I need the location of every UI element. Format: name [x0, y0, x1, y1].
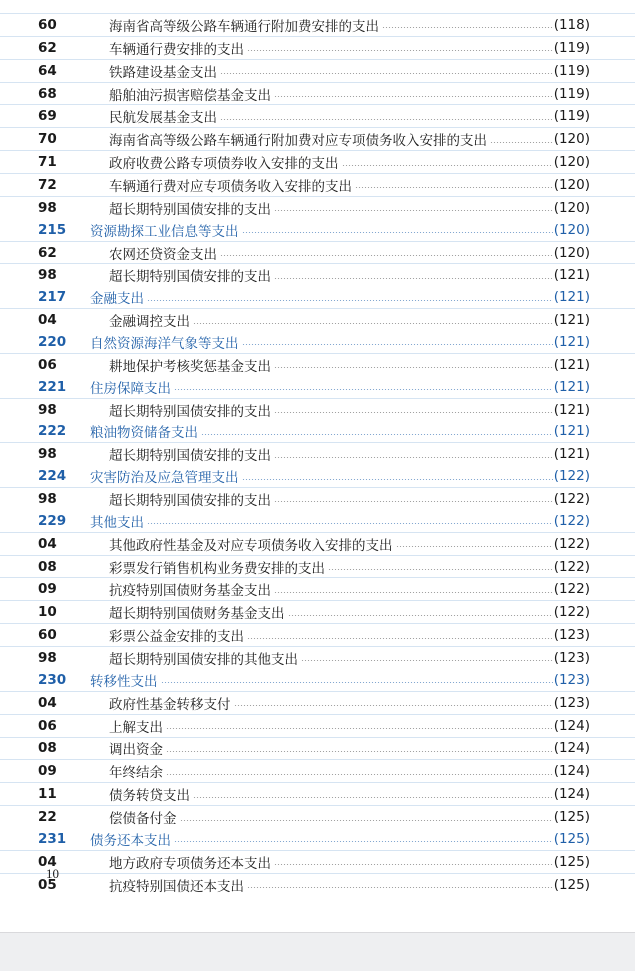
toc-category-row[interactable]: [0, 669, 635, 691]
table-of-contents: [0, 13, 635, 896]
toc-page-ref: (125): [553, 809, 590, 825]
toc-entry-row[interactable]: [0, 104, 635, 127]
toc-title: 债务转贷支出: [109, 788, 190, 805]
dot-leader: [180, 820, 553, 821]
toc-title: 粮油物资储备支出: [90, 425, 198, 442]
toc-title: 超长期特别国债安排的其他支出: [109, 651, 298, 668]
dot-leader: [234, 705, 553, 706]
toc-code: 224: [38, 468, 67, 485]
dot-leader: [242, 479, 553, 480]
toc-entry-row[interactable]: [0, 623, 635, 646]
toc-title: 债务还本支出: [90, 832, 171, 849]
dot-leader: [201, 434, 553, 435]
toc-page-ref: (122): [553, 581, 590, 598]
dot-leader: [161, 682, 553, 683]
toc-code: 04: [38, 312, 57, 329]
dot-leader: [274, 864, 553, 865]
toc-code: 68: [38, 85, 57, 102]
toc-entry-row[interactable]: [0, 487, 635, 510]
toc-title: 抗疫特别国债还本支出: [109, 878, 244, 895]
dot-leader: [396, 546, 553, 547]
toc-code: 04: [38, 535, 57, 552]
toc-code: 98: [38, 199, 57, 216]
toc-title: 超长期特别国债安排的支出: [109, 448, 271, 465]
toc-entry-row[interactable]: [0, 398, 635, 421]
dot-leader: [147, 523, 553, 524]
toc-code: 62: [38, 39, 57, 56]
dot-leader: [342, 165, 553, 166]
dot-leader: [166, 728, 553, 729]
toc-entry-row[interactable]: [0, 82, 635, 105]
toc-category-row[interactable]: [0, 286, 635, 308]
toc-title: 资源勘探工业信息等支出: [90, 223, 239, 240]
toc-page-ref: (123): [553, 649, 590, 666]
dot-leader: [247, 50, 553, 51]
toc-category-row[interactable]: [0, 420, 635, 442]
toc-title: 彩票公益金安排的支出: [109, 629, 244, 646]
toc-code: 05: [38, 876, 57, 893]
toc-title: 超长期特别国债财务基金支出: [109, 606, 285, 623]
toc-code: 230: [38, 671, 67, 688]
toc-entry-row[interactable]: [0, 600, 635, 623]
toc-page-ref: (124): [553, 763, 590, 780]
toc-category-row[interactable]: [0, 376, 635, 398]
toc-title: 耕地保护考核奖惩基金支出: [109, 358, 271, 375]
dot-leader: [274, 501, 553, 502]
toc-title: 年终结余: [109, 765, 163, 782]
toc-page-ref: (122): [553, 490, 590, 507]
toc-title: 灾害防治及应急管理支出: [90, 470, 239, 487]
toc-code: 22: [38, 809, 57, 825]
toc-entry-row[interactable]: [0, 150, 635, 173]
dot-leader: [274, 367, 553, 368]
toc-entry-row[interactable]: [0, 196, 635, 219]
dot-leader: [147, 300, 553, 301]
toc-page-ref: (121): [553, 267, 590, 284]
toc-entry-row[interactable]: [0, 308, 635, 331]
toc-page-ref: (119): [553, 62, 590, 79]
toc-entry-row[interactable]: [0, 873, 635, 896]
toc-code: 70: [38, 131, 57, 148]
dot-leader: [274, 96, 553, 97]
toc-page-ref: (120): [553, 199, 590, 216]
toc-code: 09: [38, 581, 57, 598]
toc-title: 海南省高等级公路车辆通行附加费安排的支出: [109, 18, 379, 35]
toc-entry-row[interactable]: [0, 759, 635, 782]
toc-code: 222: [38, 423, 67, 440]
dot-leader: [193, 797, 553, 798]
toc-page-ref: (125): [553, 853, 590, 870]
toc-entry-row[interactable]: [0, 442, 635, 465]
toc-code: 10: [38, 604, 57, 621]
toc-code: 60: [38, 627, 57, 644]
toc-page-ref: (125): [553, 876, 590, 893]
dot-leader: [174, 389, 553, 390]
toc-entry-row[interactable]: [0, 850, 635, 873]
toc-title: 超长期特别国债安排的支出: [109, 403, 271, 420]
toc-title: 偿债备付金: [109, 811, 177, 827]
toc-title: 政府收费公路专项债券收入安排的支出: [109, 156, 339, 173]
toc-entry-row[interactable]: [0, 737, 635, 760]
toc-title: 上解支出: [109, 719, 163, 736]
toc-entry-row[interactable]: [0, 714, 635, 737]
toc-page-ref: (123): [553, 694, 590, 711]
toc-page-ref: (123): [553, 627, 590, 644]
toc-entry-row[interactable]: [0, 691, 635, 714]
toc-page-ref: (120): [553, 154, 590, 171]
toc-page-ref: (120): [553, 244, 590, 261]
toc-page-ref: (124): [553, 740, 590, 757]
toc-code: 69: [38, 108, 57, 125]
toc-code: 04: [38, 853, 57, 870]
toc-entry-row[interactable]: [0, 555, 635, 578]
dot-leader: [274, 278, 553, 279]
toc-entry-row[interactable]: [0, 36, 635, 59]
toc-code: 98: [38, 401, 57, 418]
toc-page-ref: (121): [553, 289, 590, 306]
toc-title: 其他政府性基金及对应专项债务收入安排的支出: [109, 537, 393, 554]
toc-entry-row[interactable]: [0, 532, 635, 555]
toc-entry-row[interactable]: [0, 646, 635, 669]
toc-code: 231: [38, 830, 67, 847]
toc-page-ref: (124): [553, 786, 590, 803]
toc-code: 11: [38, 786, 57, 803]
dot-leader: [382, 27, 553, 28]
toc-code: 98: [38, 490, 57, 507]
toc-title: 农网还贷资金支出: [109, 246, 217, 263]
toc-page-ref: (122): [553, 535, 590, 552]
toc-page-ref: (119): [553, 39, 590, 56]
dot-leader: [247, 638, 553, 639]
dot-leader: [220, 119, 553, 120]
toc-title: 彩票发行销售机构业务费安排的支出: [109, 560, 325, 577]
toc-title: 海南省高等级公路车辆通行附加费对应专项债务收入安排的支出: [109, 133, 487, 150]
toc-code: 215: [38, 221, 67, 238]
toc-code: 60: [38, 16, 57, 33]
toc-page-ref: (124): [553, 717, 590, 734]
toc-page-ref: (118): [553, 16, 590, 33]
toc-page-ref: (125): [553, 830, 590, 847]
toc-page-ref: (121): [553, 356, 590, 373]
dot-leader: [247, 887, 553, 888]
toc-code: 72: [38, 176, 57, 193]
toc-page-ref: (119): [553, 85, 590, 102]
toc-code: 06: [38, 356, 57, 373]
toc-code: 98: [38, 649, 57, 666]
dot-leader: [242, 344, 553, 345]
dot-leader: [274, 210, 553, 211]
toc-page-ref: (121): [553, 423, 590, 440]
toc-title: 铁路建设基金支出: [109, 64, 217, 81]
toc-title: 超长期特别国债安排的支出: [109, 492, 271, 509]
toc-page-ref: (122): [553, 558, 590, 575]
toc-title: 车辆通行费对应专项债务收入安排的支出: [109, 178, 352, 195]
toc-page-ref: (121): [553, 333, 590, 350]
toc-page-ref: (121): [553, 312, 590, 329]
toc-title: 抗疫特别国债财务基金支出: [109, 583, 271, 600]
toc-title: 民航发展基金支出: [109, 110, 217, 127]
toc-entry-row[interactable]: [0, 805, 635, 828]
toc-title: 金融支出: [90, 291, 144, 308]
toc-code: 229: [38, 512, 67, 529]
dot-leader: [242, 232, 553, 233]
toc-title: 政府性基金转移支付: [109, 696, 231, 713]
toc-code: 220: [38, 333, 67, 350]
toc-entry-row[interactable]: [0, 577, 635, 600]
toc-page-ref: (120): [553, 131, 590, 148]
dot-leader: [274, 412, 553, 413]
toc-page-ref: (120): [553, 221, 590, 238]
toc-category-row[interactable]: [0, 465, 635, 487]
toc-title: 地方政府专项债务还本支出: [109, 855, 271, 872]
toc-code: 08: [38, 740, 57, 757]
toc-title: 车辆通行费安排的支出: [109, 41, 244, 58]
toc-code: 62: [38, 244, 57, 261]
page-number: 10: [46, 866, 59, 881]
toc-code: 98: [38, 446, 57, 463]
toc-title: 超长期特别国债安排的支出: [109, 201, 271, 218]
dot-leader: [166, 774, 553, 775]
toc-entry-row[interactable]: [0, 782, 635, 805]
toc-page-ref: (120): [553, 176, 590, 193]
toc-category-row[interactable]: [0, 828, 635, 850]
toc-entry-row[interactable]: [0, 353, 635, 376]
toc-page-ref: (122): [553, 468, 590, 485]
toc-title: 船舶油污损害赔偿基金支出: [109, 87, 271, 104]
toc-category-row[interactable]: [0, 510, 635, 532]
toc-page-ref: (122): [553, 604, 590, 621]
dot-leader: [288, 615, 553, 616]
toc-entry-row[interactable]: [0, 173, 635, 196]
toc-page-ref: (122): [553, 512, 590, 529]
toc-entry-row[interactable]: [0, 13, 635, 36]
toc-title: 其他支出: [90, 514, 144, 531]
toc-code: 217: [38, 289, 67, 306]
toc-title: 调出资金: [109, 742, 163, 759]
dot-leader: [174, 841, 553, 842]
viewer-bottom-bar: [0, 932, 635, 971]
dot-leader: [328, 569, 553, 570]
toc-code: 71: [38, 154, 57, 171]
dot-leader: [355, 187, 553, 188]
toc-code: 64: [38, 62, 57, 79]
toc-code: 04: [38, 694, 57, 711]
toc-entry-row[interactable]: [0, 241, 635, 264]
toc-category-row[interactable]: [0, 219, 635, 241]
toc-code: 09: [38, 763, 57, 780]
toc-code: 221: [38, 378, 67, 395]
dot-leader: [166, 751, 553, 752]
toc-code: 08: [38, 558, 57, 575]
toc-title: 住房保障支出: [90, 380, 171, 397]
dot-leader: [274, 457, 553, 458]
toc-entry-row[interactable]: [0, 263, 635, 286]
dot-leader: [220, 73, 553, 74]
toc-title: 超长期特别国债安排的支出: [109, 269, 271, 286]
toc-code: 98: [38, 267, 57, 284]
toc-code: 06: [38, 717, 57, 734]
toc-category-row[interactable]: [0, 331, 635, 353]
toc-title: 自然资源海洋气象等支出: [90, 335, 239, 352]
dot-leader: [220, 255, 553, 256]
toc-page-ref: (121): [553, 401, 590, 418]
toc-page-ref: (119): [553, 108, 590, 125]
toc-entry-row[interactable]: [0, 59, 635, 82]
dot-leader: [490, 142, 553, 143]
toc-page-ref: (121): [553, 378, 590, 395]
toc-entry-row[interactable]: [0, 127, 635, 150]
toc-page-ref: (121): [553, 446, 590, 463]
toc-title: 转移性支出: [90, 673, 158, 690]
toc-title: 金融调控支出: [109, 314, 190, 331]
dot-leader: [274, 592, 553, 593]
dot-leader: [301, 660, 553, 661]
dot-leader: [193, 323, 553, 324]
toc-page-ref: (123): [553, 671, 590, 688]
